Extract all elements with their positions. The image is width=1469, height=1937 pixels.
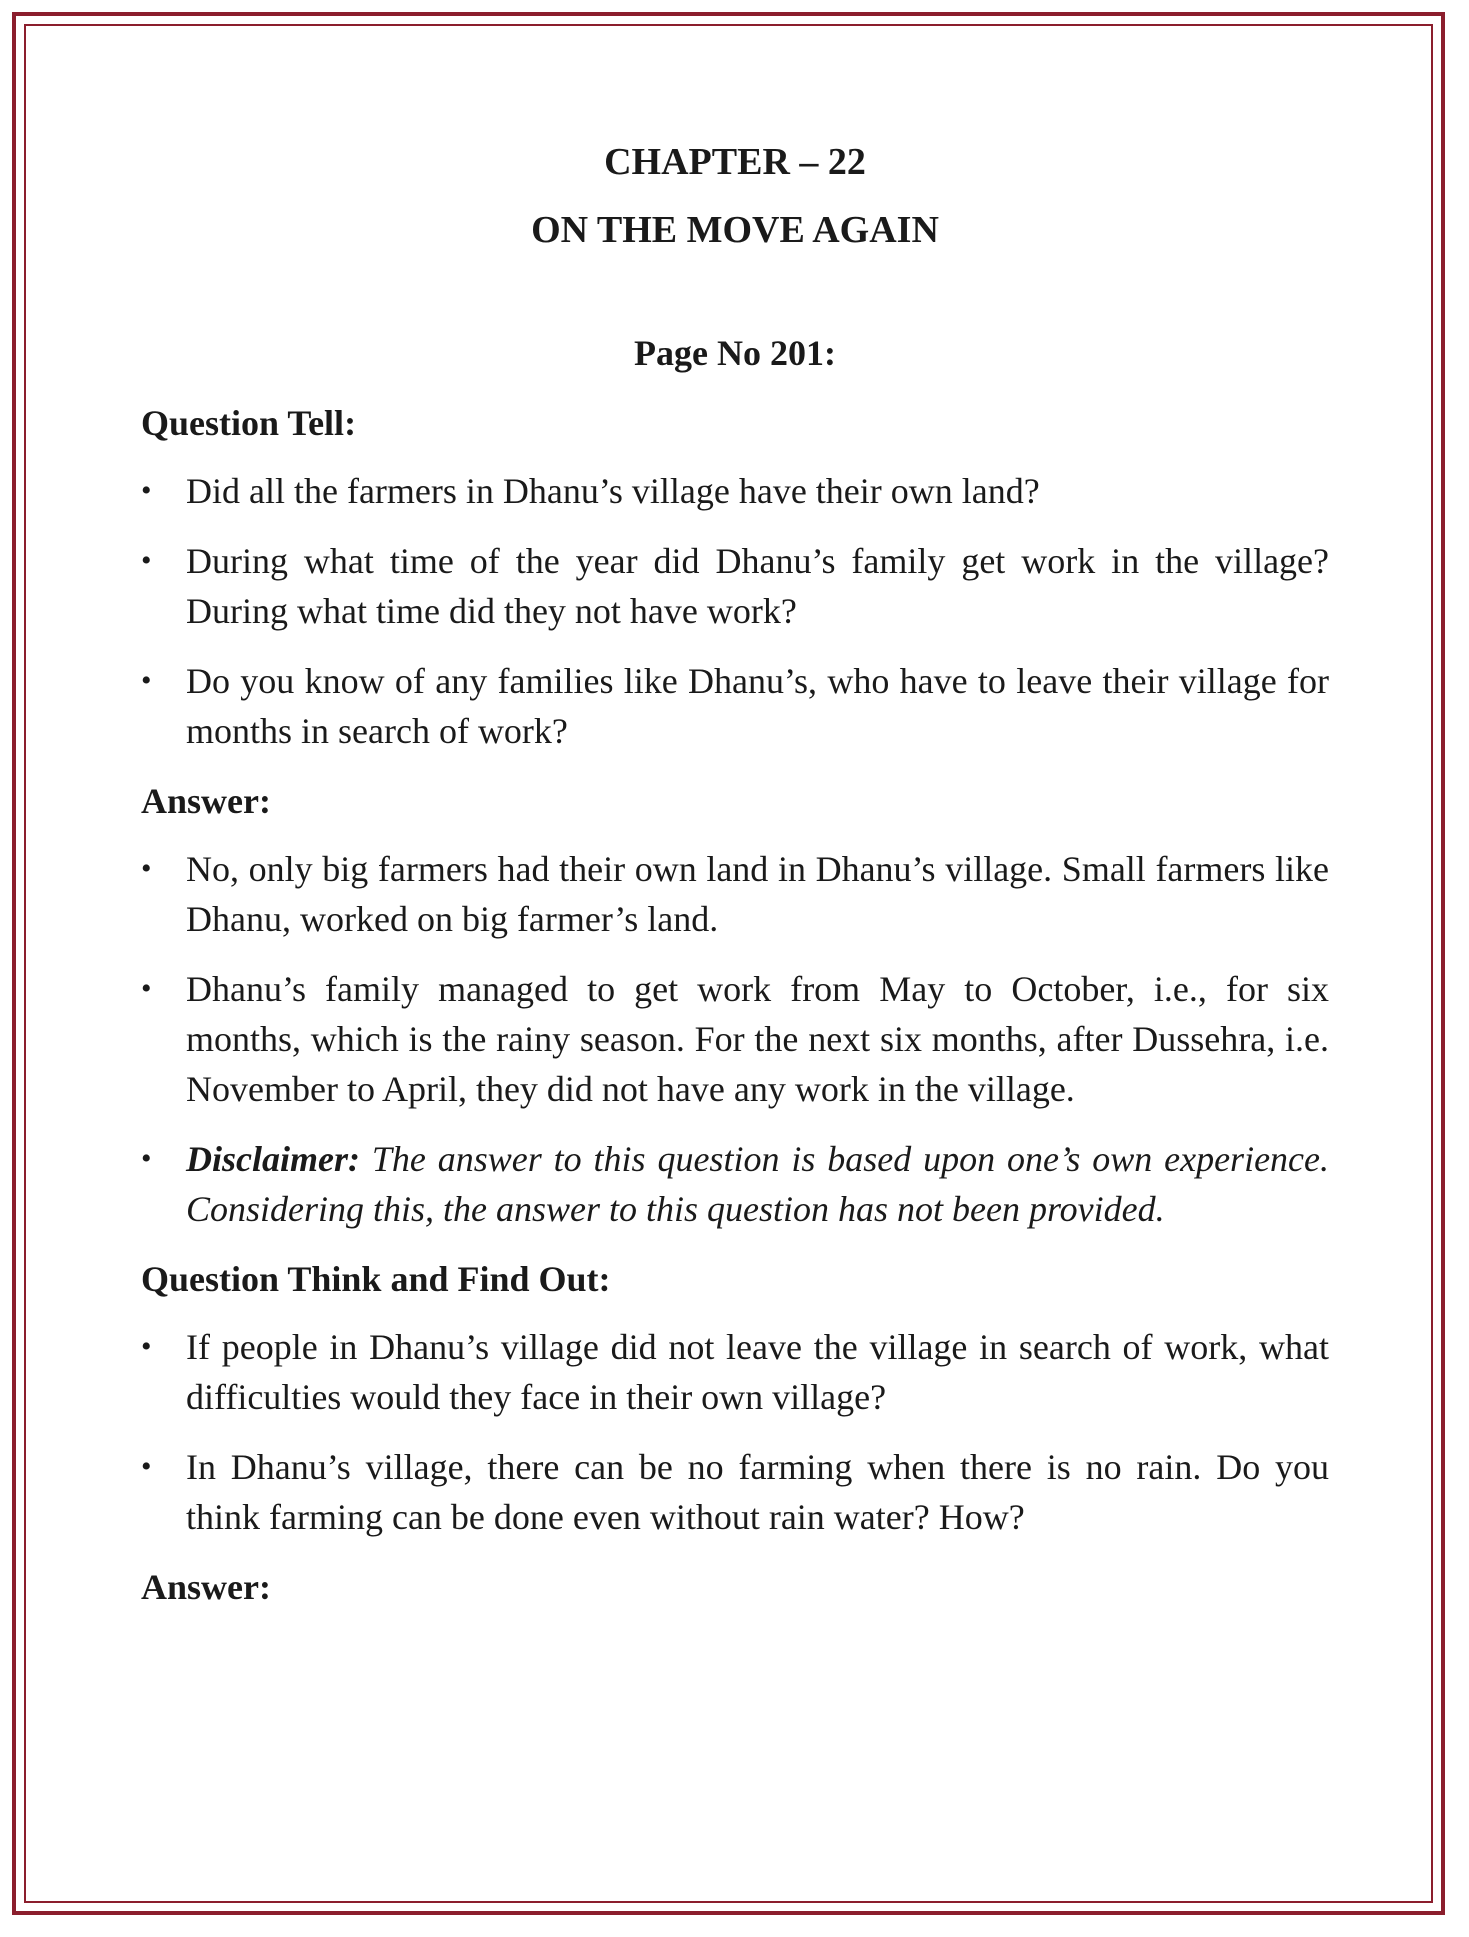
question-think-heading: Question Think and Find Out: [141, 1259, 611, 1299]
bullet-icon: • [141, 852, 152, 885]
page-content [141, 140, 1329, 1630]
list-item-text: Do you know of any families like Dhanu’s, who have to leave their village for months in search of work? [186, 661, 1329, 751]
page-number-label: Page No 201: [634, 333, 836, 373]
list-item-text: No, only big farmers had their own land in Dhanu’s village. Small farmers like Dhanu, worked on big farmer’s land. [186, 849, 1329, 939]
question-think-list [141, 1322, 1329, 1542]
list-item [141, 1134, 1329, 1234]
list-item [141, 964, 1329, 1114]
list-item [141, 656, 1329, 756]
bullet-icon: • [141, 474, 152, 507]
question-tell-list [141, 466, 1329, 756]
list-item-text: Dhanu’s family managed to get work from May to October, i.e., for six months, which is the rainy season. For the next six months, after Dussehra, i.e. November to April, they did not have any work in the village. [186, 969, 1329, 1109]
answer-1-list [141, 844, 1329, 1234]
answer-1-heading: Answer: [141, 781, 271, 821]
list-item-text: In Dhanu’s village, there can be no farming when there is no rain. Do you think farming can be done even without rain water? How? [186, 1447, 1329, 1537]
list-item [141, 536, 1329, 636]
bullet-icon: • [141, 544, 152, 577]
chapter-title: ON THE MOVE AGAIN [531, 209, 939, 251]
list-item-text: If people in Dhanu’s village did not leave the village in search of work, what difficulties would they face in their own village? [186, 1327, 1329, 1417]
bullet-icon: • [141, 664, 152, 697]
bullet-icon: • [141, 1450, 152, 1483]
list-item [141, 1442, 1329, 1542]
list-item [141, 466, 1329, 516]
disclaimer-text: The answer to this question is based upon one’s own experience. Considering this, the answer to this question has not been provided. [186, 1139, 1330, 1229]
answer-2-heading: Answer: [141, 1567, 271, 1607]
list-item-text: Did all the farmers in Dhanu’s village have their own land? [186, 471, 1040, 511]
list-item-text: During what time of the year did Dhanu’s family get work in the village? During what time did they not have work? [186, 541, 1329, 631]
bullet-icon: • [141, 1142, 152, 1175]
list-item [141, 844, 1329, 944]
chapter-number: CHAPTER – 22 [604, 141, 866, 183]
bullet-icon: • [141, 972, 152, 1005]
bullet-icon: • [141, 1330, 152, 1363]
disclaimer-label: Disclaimer: [186, 1139, 360, 1179]
list-item [141, 1322, 1329, 1422]
question-tell-heading: Question Tell: [141, 403, 357, 443]
